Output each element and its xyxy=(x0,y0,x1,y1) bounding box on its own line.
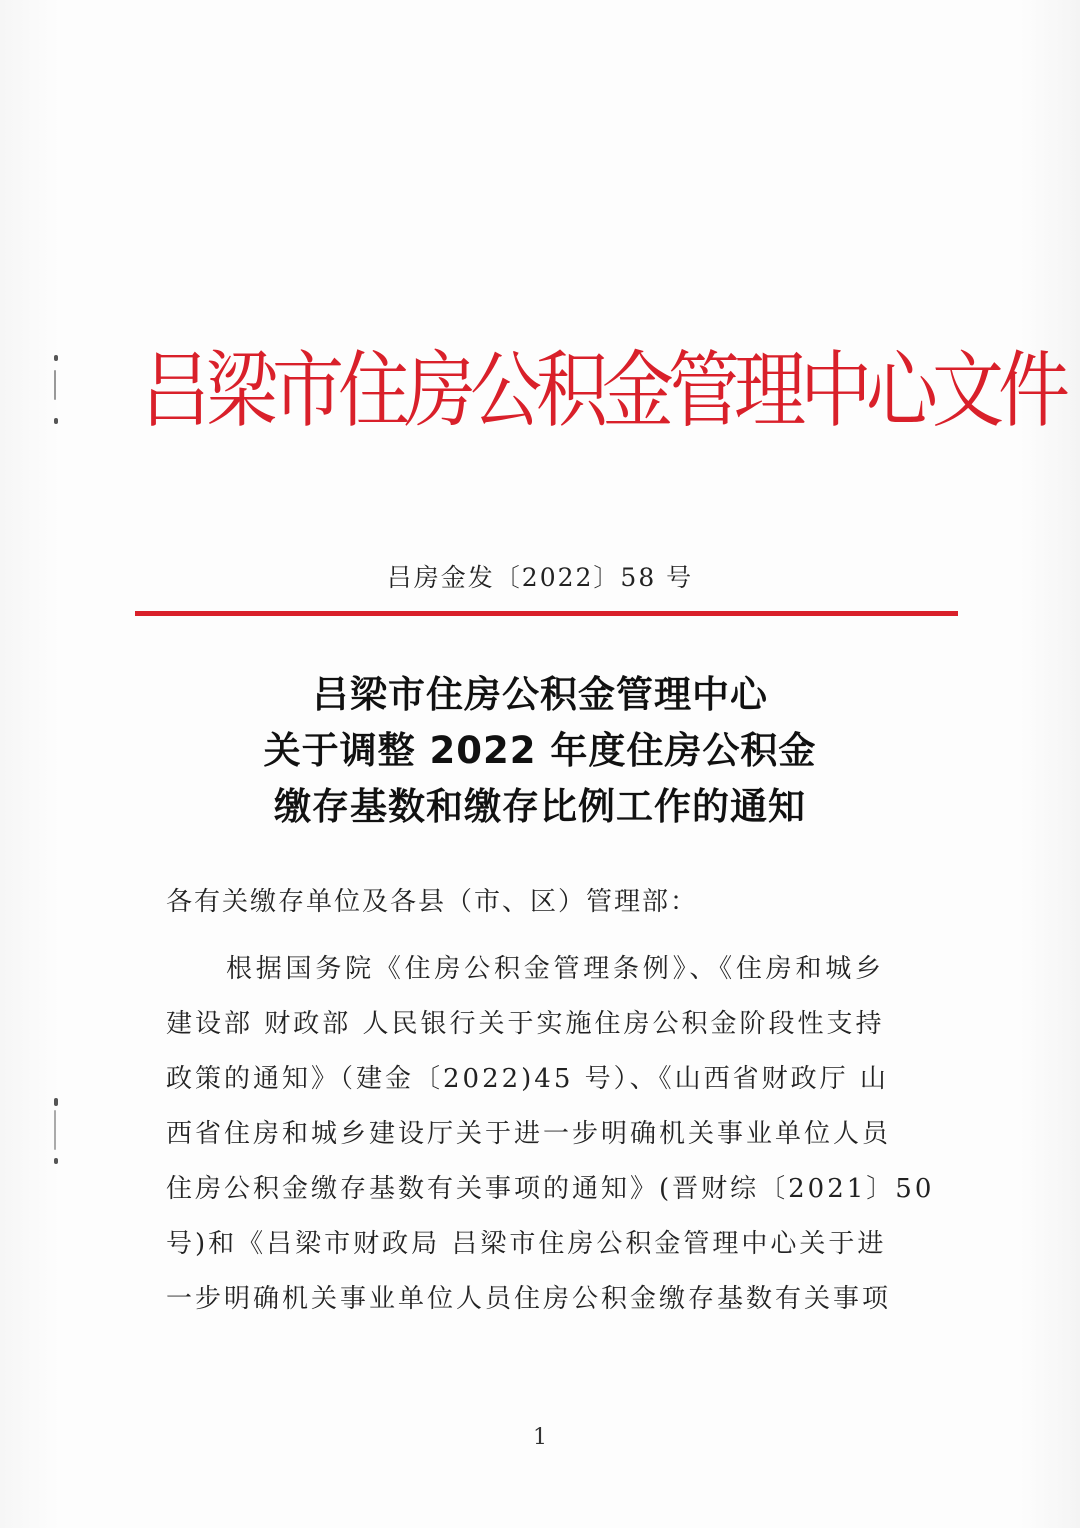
body-text-line: 西省住房和城乡建设厅关于进一步明确机关事业单位人员 xyxy=(166,1119,892,1149)
notice-title-line-2: 关于调整 2022 年度住房公积金 xyxy=(263,729,817,772)
body-text-line: 建设部 财政部 人民银行关于实施住房公积金阶段性支持 xyxy=(166,1009,885,1039)
binding-mark xyxy=(54,355,58,361)
body-text-line: 住房公积金缴存基数有关事项的通知》(晋财综〔2021〕50 xyxy=(166,1174,935,1204)
binding-mark xyxy=(54,1098,58,1106)
body-text-line: 一步明确机关事业单位人员住房公积金缴存基数有关事项 xyxy=(166,1284,892,1314)
red-divider-line xyxy=(135,611,958,616)
body-text-line: 政策的通知》（建金〔2022)45 号）、《山西省财政厅 山 xyxy=(166,1064,889,1094)
body-text-line: 根据国务院《住房公积金管理条例》、《住房和城乡 xyxy=(226,954,884,984)
binding-mark xyxy=(54,370,56,400)
page-number: 1 xyxy=(533,1425,547,1450)
notice-title-line-3: 缴存基数和缴存比例工作的通知 xyxy=(274,785,806,828)
body-text-line: 号)和《吕梁市财政局 吕梁市住房公积金管理中心关于进 xyxy=(166,1229,887,1259)
binding-mark xyxy=(54,1110,56,1150)
document-number: 吕房金发〔2022〕58 号 xyxy=(386,563,694,592)
salutation: 各有关缴存单位及各县（市、区）管理部： xyxy=(166,887,699,917)
notice-title-line-1: 吕梁市住房公积金管理中心 xyxy=(312,673,768,716)
binding-mark xyxy=(54,1158,58,1164)
binding-mark xyxy=(54,418,58,424)
document-header-title: 吕梁市住房公积金管理中心文件 xyxy=(140,341,1065,439)
